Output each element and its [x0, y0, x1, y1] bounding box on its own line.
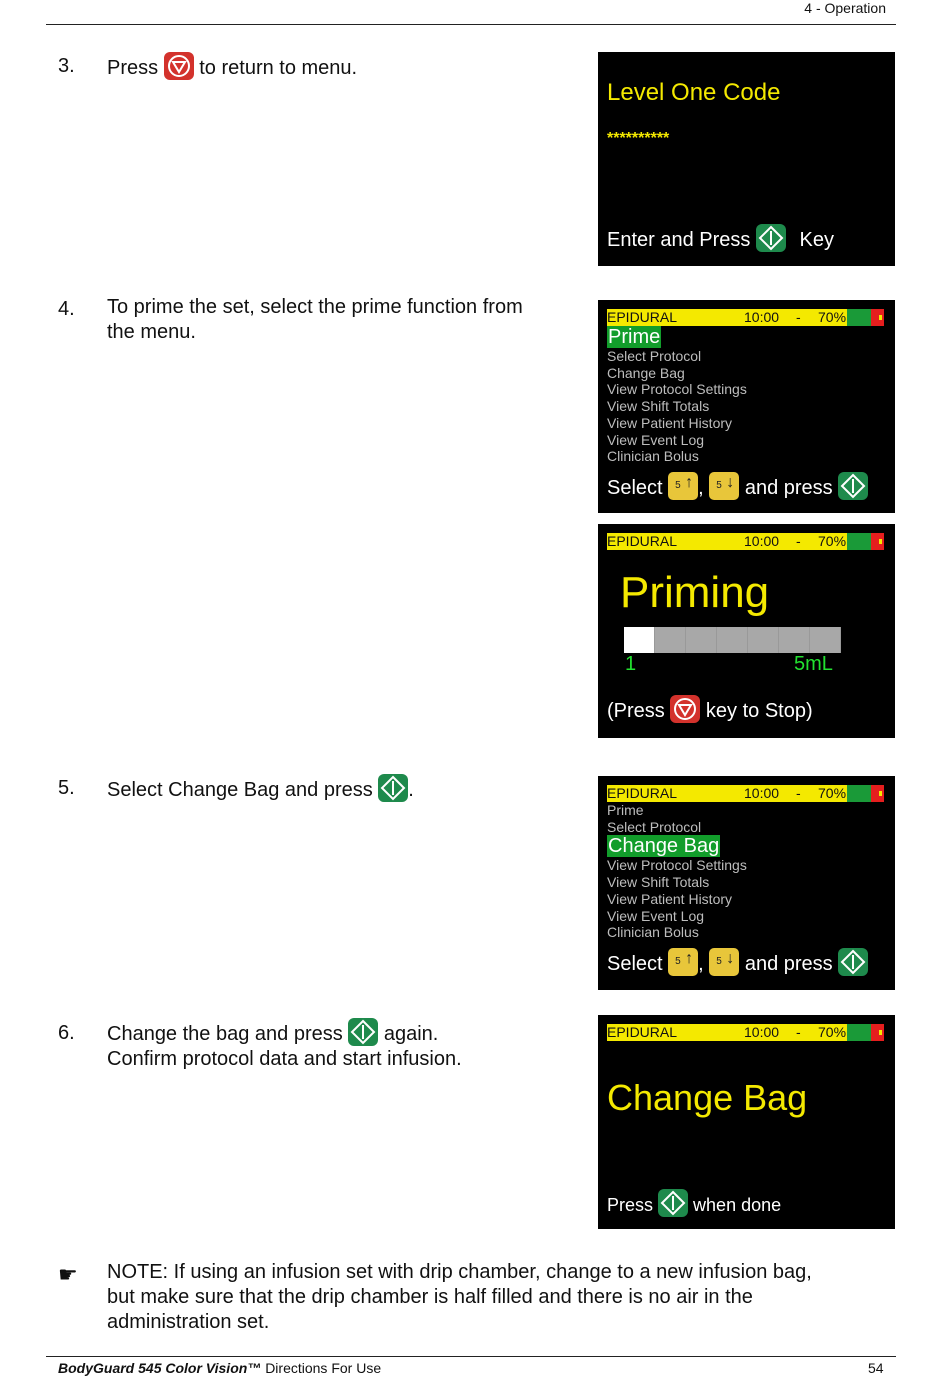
status-time: 10:00	[744, 533, 780, 549]
footer-title	[58, 1360, 381, 1376]
prompt-text: ,	[698, 953, 704, 975]
header-rule	[46, 24, 896, 25]
step-number: 6.	[58, 1022, 75, 1044]
battery-bar	[847, 309, 871, 326]
prompt-text: and press	[744, 953, 833, 975]
status-dash: -	[796, 785, 801, 801]
menu-item[interactable]: View Patient History	[607, 414, 733, 431]
up-arrow-key-icon: 5 ↑	[668, 948, 698, 976]
footer-product: BodyGuard 545 Color Vision™	[58, 1360, 262, 1376]
start-key-icon	[378, 774, 408, 802]
status-dash: -	[796, 533, 801, 549]
menu-item[interactable]: View Protocol Settings	[607, 381, 747, 398]
pointing-hand-icon: ☛	[58, 1262, 78, 1287]
note-text	[107, 1260, 812, 1335]
note-line: but make sure that the drip chamber is half filled and there is no air in the	[107, 1286, 753, 1308]
status-bar	[607, 1024, 884, 1041]
step-number: 3.	[58, 55, 75, 77]
note-line: NOTE: If using an infusion set with drip chamber, change to a new infusion bag,	[107, 1261, 812, 1283]
step-number: 4.	[58, 298, 75, 320]
step-text: Change the bag and press	[107, 1023, 343, 1045]
progress-segment	[655, 627, 686, 653]
step-text: Select Change Bag and press	[107, 779, 373, 801]
step-4-text	[107, 295, 523, 345]
screen-priming	[598, 524, 895, 738]
menu-item[interactable]: Prime	[607, 802, 644, 818]
battery-bar	[847, 1024, 871, 1041]
note-line: administration set.	[107, 1311, 270, 1333]
progress-segment	[810, 627, 841, 653]
done-prompt	[607, 1189, 781, 1217]
menu-list	[607, 326, 747, 465]
code-mask: **********	[607, 130, 670, 147]
menu-list	[607, 802, 747, 941]
menu-item[interactable]: Change Bag	[607, 364, 685, 381]
progress-segment	[779, 627, 810, 653]
status-time: 10:00	[744, 1024, 780, 1040]
status-dash: -	[796, 309, 801, 325]
status-mode: EPIDURAL	[607, 1024, 678, 1040]
stop-key-icon	[164, 52, 194, 80]
enter-prompt	[607, 224, 834, 252]
start-key-icon	[756, 224, 786, 252]
menu-item[interactable]: Select Protocol	[607, 818, 702, 835]
status-battery: 70%	[818, 309, 847, 325]
status-time: 10:00	[744, 309, 780, 325]
menu-item[interactable]: Clinician Bolus	[607, 924, 699, 941]
step-text: Confirm protocol data and start infusion.	[107, 1048, 462, 1070]
prompt-text: Press	[607, 1195, 654, 1215]
select-prompt	[607, 472, 868, 500]
status-time: 10:00	[744, 785, 780, 801]
menu-item-selected[interactable]: Prime	[608, 326, 661, 348]
priming-title: Priming	[620, 568, 770, 617]
step-3-text	[107, 52, 357, 81]
section-header: 4 - Operation	[804, 0, 886, 16]
step-text: the menu.	[107, 321, 196, 343]
prompt-text: (Press	[607, 700, 665, 722]
prompt-text: Key	[799, 229, 835, 251]
menu-item[interactable]: View Event Log	[607, 431, 705, 448]
status-bar	[607, 309, 884, 326]
menu-item[interactable]: Clinician Bolus	[607, 448, 699, 465]
status-bar	[607, 533, 884, 550]
battery-bar	[847, 533, 871, 550]
footer-doc: Directions For Use	[265, 1360, 382, 1376]
status-dash: -	[796, 1024, 801, 1040]
step-text: .	[408, 779, 414, 801]
start-key-icon	[658, 1189, 688, 1217]
screen-change-bag	[598, 1015, 895, 1229]
prompt-text: ,	[698, 477, 704, 499]
status-battery: 70%	[818, 1024, 847, 1040]
step-6-text	[107, 1018, 462, 1072]
prompt-text: when done	[693, 1195, 782, 1215]
status-battery: 70%	[818, 785, 847, 801]
screen-main-menu-change-bag	[598, 776, 895, 990]
status-mode: EPIDURAL	[607, 785, 678, 801]
step-text: Press	[107, 57, 159, 79]
menu-item[interactable]: View Patient History	[607, 890, 733, 907]
step-text: To prime the set, select the prime function from	[107, 296, 523, 318]
start-key-icon	[348, 1018, 378, 1046]
status-bar	[607, 785, 884, 802]
screen-title: Level One Code	[607, 79, 781, 106]
progress-segment	[748, 627, 779, 653]
progress-segment	[624, 627, 655, 653]
screen-main-menu-prime	[598, 300, 895, 513]
up-arrow-key-icon: 5 ↑	[668, 472, 698, 500]
down-arrow-key-icon: 5 ↓	[709, 472, 739, 500]
step-number: 5.	[58, 777, 75, 799]
prompt-text: key to Stop)	[705, 700, 813, 722]
battery-empty	[871, 533, 884, 550]
progress-segment	[717, 627, 748, 653]
screen-level-one-code	[598, 52, 895, 266]
step-text: again.	[383, 1023, 439, 1045]
battery-bar	[847, 785, 871, 802]
status-battery: 70%	[818, 533, 847, 549]
menu-item-selected[interactable]: Change Bag	[608, 835, 720, 858]
step-text: to return to menu.	[199, 57, 358, 79]
progress-segment	[686, 627, 717, 653]
menu-item[interactable]: View Shift Totals	[607, 398, 710, 415]
menu-item[interactable]: Select Protocol	[607, 348, 702, 364]
stop-key-icon	[670, 695, 700, 723]
down-arrow-key-icon: 5 ↓	[709, 948, 739, 976]
page-number: 54	[868, 1360, 884, 1376]
prompt-text: Enter and Press	[607, 229, 751, 251]
prompt-text: and press	[744, 477, 833, 499]
status-mode: EPIDURAL	[607, 533, 678, 549]
progress-max: 5mL	[794, 653, 833, 675]
menu-item[interactable]: View Event Log	[607, 907, 705, 924]
step-5-text	[107, 774, 414, 803]
prompt-text: Select	[607, 477, 663, 499]
stop-prompt	[607, 695, 813, 723]
select-prompt	[607, 948, 868, 976]
start-key-icon	[838, 948, 868, 976]
start-key-icon	[838, 472, 868, 500]
battery-empty	[871, 1024, 884, 1041]
menu-item[interactable]: View Protocol Settings	[607, 857, 747, 874]
priming-progress-bar	[624, 627, 841, 653]
status-mode: EPIDURAL	[607, 309, 678, 325]
battery-empty	[871, 309, 884, 326]
menu-item[interactable]: View Shift Totals	[607, 874, 710, 891]
prompt-text: Select	[607, 953, 663, 975]
progress-min: 1	[625, 653, 637, 675]
battery-empty	[871, 785, 884, 802]
footer-rule	[46, 1356, 896, 1357]
change-bag-title: Change Bag	[607, 1077, 808, 1118]
